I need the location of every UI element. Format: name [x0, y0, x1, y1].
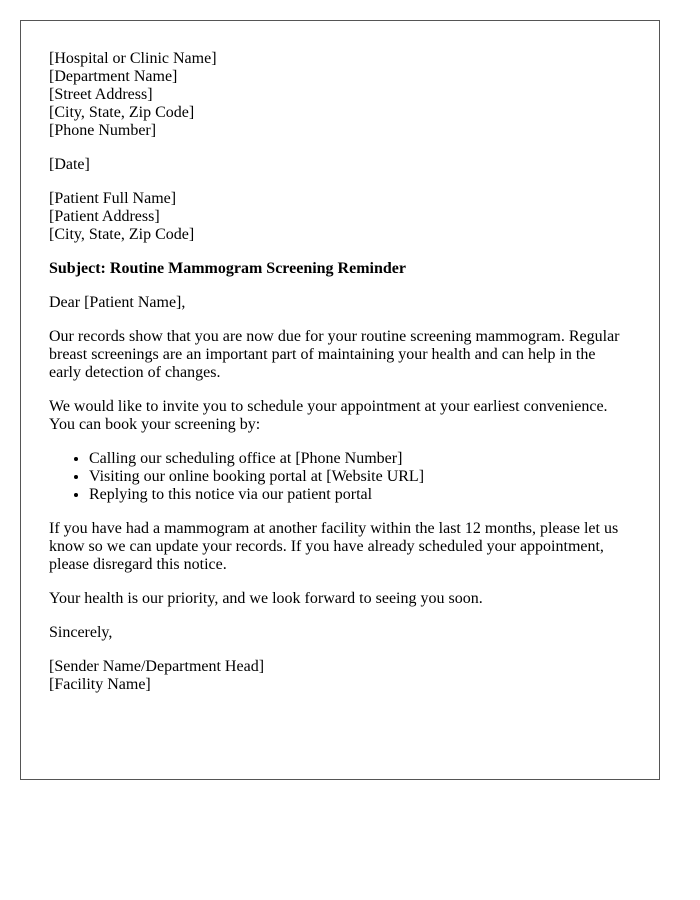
- facility-name: [Facility Name]: [49, 676, 151, 693]
- patient-address: [Patient Address]: [49, 208, 160, 225]
- body-paragraph-4: Your health is our priority, and we look forward to seeing you soon.: [49, 590, 483, 607]
- salutation: Dear [Patient Name],: [49, 294, 186, 311]
- subject-line: Subject: Routine Mammogram Screening Reminder: [49, 260, 406, 277]
- list-item: • Calling our scheduling office at [Phone Number]: [89, 450, 631, 468]
- phone-number: [Phone Number]: [49, 122, 157, 139]
- letter-date: [Date]: [49, 156, 90, 173]
- closing: Sincerely,: [49, 624, 113, 641]
- street-address: [Street Address]: [49, 86, 153, 103]
- sender-name: [Sender Name/Department Head]: [49, 658, 265, 675]
- signature-block: [49, 658, 631, 694]
- sender-address-block: [49, 50, 631, 140]
- department-name: [Department Name]: [49, 68, 178, 85]
- patient-full-name: [Patient Full Name]: [49, 190, 177, 207]
- list-item: • Replying to this notice via our patient portal: [89, 486, 631, 504]
- body-paragraph-2: We would like to invite you to schedule your appointment at your earliest convenience. You can book your screening by:: [49, 398, 608, 433]
- list-item: • Visiting our online booking portal at [Website URL]: [89, 468, 631, 486]
- booking-options-list: [49, 450, 631, 504]
- body-paragraph-1: Our records show that you are now due for your routine screening mammogram. Regular breast screenings are an important part of maintaining your health and can help in the early detection of changes.: [49, 328, 620, 381]
- recipient-address-block: [49, 190, 631, 244]
- city-state-zip: [City, State, Zip Code]: [49, 104, 195, 121]
- date-block: [49, 156, 631, 174]
- letter-page: [20, 20, 660, 780]
- body-paragraph-3: If you have had a mammogram at another facility within the last 12 months, please let us know so we can update your records. If you have already scheduled your appointment, please disregard this notice.: [49, 520, 619, 573]
- hospital-name: [Hospital or Clinic Name]: [49, 50, 217, 67]
- patient-city-state-zip: [City, State, Zip Code]: [49, 226, 195, 243]
